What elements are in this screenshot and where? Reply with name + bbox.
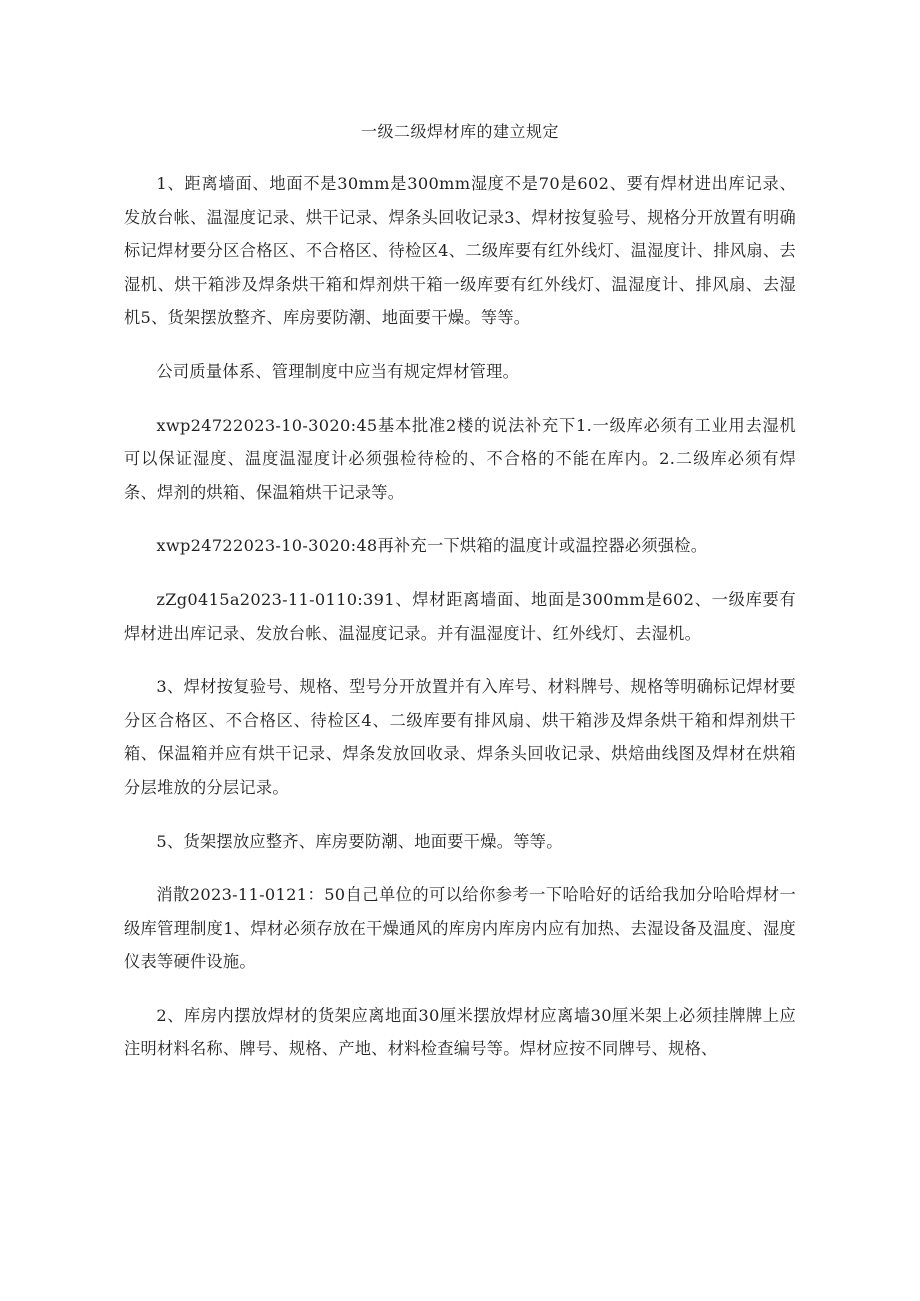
paragraph: 5、货架摆放应整齐、库房要防潮、地面要干燥。等等。 bbox=[156, 831, 563, 851]
paragraph: xwp24722023-10-3020:48再补充一下烘箱的温度计或温控器必须强检。 bbox=[156, 536, 708, 556]
document-body bbox=[124, 167, 796, 1086]
paragraph: 3、焊材按复验号、规格、型号分开放置并有入库号、材料牌号、规格等明确标记焊材要分区合格区、不合格区、待检区4、二级库要有排风扇、烘干箱涉及焊条烘干箱和焊剂烘干箱、保温箱并应有烘干记录、焊条发放回收录、焊条头回收记录、烘焙曲线图及焊材在烘箱分层堆放的分层记录。 bbox=[124, 677, 796, 797]
paragraph: 消散2023-11-0121：50自己单位的可以给你参考一下哈哈好的话给我加分哈哈焊材一级库管理制度1、焊材必须存放在干燥通风的库房内库房内应有加热、去湿设备及温度、湿度仪表等硬件设施。 bbox=[124, 885, 796, 972]
document-title: 一级二级焊材库的建立规定 bbox=[360, 122, 559, 141]
paragraph: 公司质量体系、管理制度中应当有规定焊材管理。 bbox=[156, 361, 520, 381]
paragraph: 1、距离墙面、地面不是30mm是300mm湿度不是70是602、要有焊材进出库记录、发放台帐、温湿度记录、烘干记录、焊条头回收记录3、焊材按复验号、规格分开放置有明确标记焊材要分区合格区、不合格区、待检区4、二级库要有红外线灯、温湿度计、排风扇、去湿机、烘干箱涉及焊条烘干箱和焊剂烘干箱一级库要有红外线灯、温湿度计、排风扇、去湿机5、货架摆放整齐、库房要防潮、地面要干燥。等等。 bbox=[124, 174, 796, 328]
paragraph: 2、库房内摆放焊材的货架应离地面30厘米摆放焊材应离墙30厘米架上必须挂牌牌上应注明材料名称、牌号、规格、产地、材料检查编号等。焊材应按不同牌号、规格、 bbox=[124, 1005, 796, 1059]
paragraph: xwp24722023-10-3020:45基本批准2楼的说法补充下1.一级库必须有工业用去湿机可以保证湿度、温度温湿度计必须强检待检的、不合格的不能在库内。2.二级库必须有焊条、焊剂的烘箱、保温箱烘干记录等。 bbox=[124, 415, 796, 502]
paragraph: zZg0415a2023-11-0110:391、焊材距离墙面、地面是300mm是602、一级库要有焊材进出库记录、发放台帐、温湿度记录。并有温湿度计、红外线灯、去湿机。 bbox=[124, 589, 796, 643]
